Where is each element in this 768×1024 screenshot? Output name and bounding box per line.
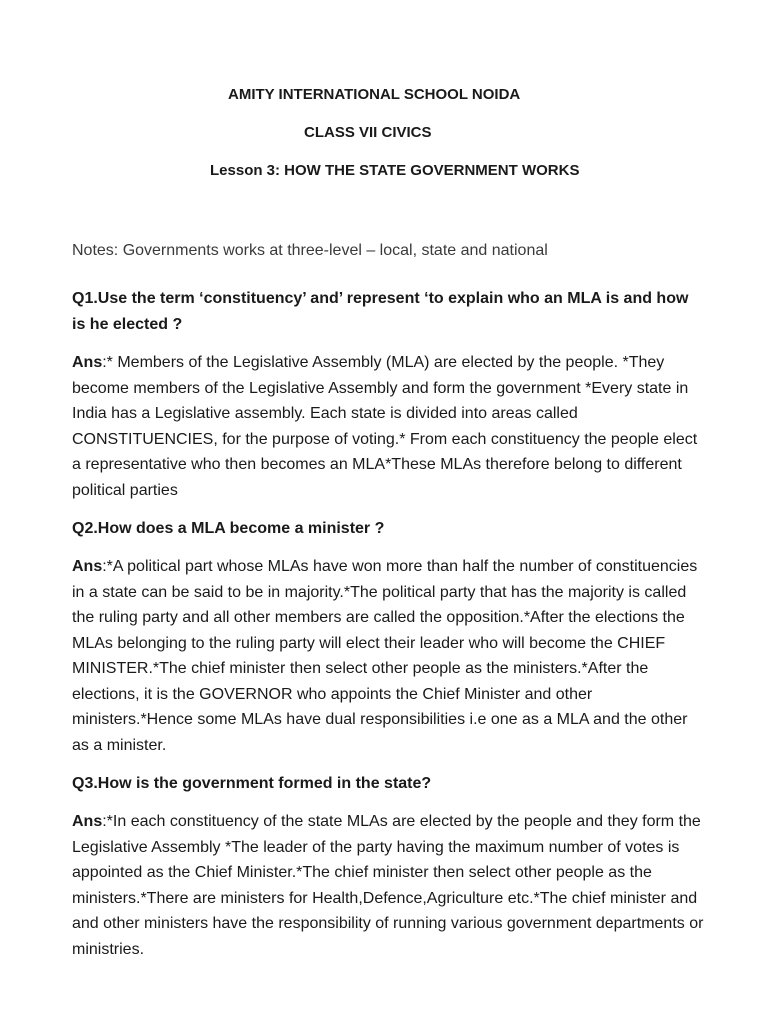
answer-1 [72,350,704,503]
question-3: Q3.How is the government formed in the state? [72,775,432,792]
question-1: Q1.Use the term ‘constituency’ and’ represent ‘to explain who an MLA is and how is he elected ? [72,290,689,333]
answer-2 [72,554,704,758]
question-2: Q2.How does a MLA become a minister ? [72,520,385,537]
answer-1-text: :* Members of the Legislative Assembly (MLA) are elected by the people. *They become members of the Legislative Assembly and form the government *Every state in India has a Legislative assembly. Each state is divided into areas called CONSTITUENCIES, for the purpose of voting.* From each constituency the people elect a representative who then becomes an MLA*These MLAs therefore belong to different political parties [72,354,698,499]
school-name: AMITY INTERNATIONAL SCHOOL NOIDA [228,86,521,103]
class-title: CLASS VII CIVICS [304,124,432,141]
answer-label: Ans [72,354,103,371]
answer-2-text: :*A political part whose MLAs have won more than half the number of constituencies in a state can be said to be in majority.*The political party that has the majority is called the ruling party and all other members are called the opposition.*After the elections the MLAs belonging to the ruling party will elect their leader who will become the CHIEF MINISTER.*The chief minister then select other people as the ministers.*After the elections, it is the GOVERNOR who appoints the Chief Minister and other ministers.*Hence some MLAs have dual responsibilities i.e one as a MLA and the other as a minister. [72,558,698,754]
answer-3 [72,809,704,962]
answer-3-text: :*In each constituency of the state MLAs are elected by the people and they form the Legislative Assembly *The leader of the party having the maximum number of votes is appointed as the Chief Minister.*The chief minister then select other people as the ministers.*There are ministers for Health,Defence,Agriculture etc.*The chief minister and and other ministers have the responsibility of running various government departments or ministries. [72,813,704,958]
answer-label: Ans [72,558,103,575]
lesson-title: Lesson 3: HOW THE STATE GOVERNMENT WORKS [210,162,580,179]
answer-label: Ans [72,813,103,830]
notes-line: Notes: Governments works at three-level – local, state and national [72,242,548,259]
